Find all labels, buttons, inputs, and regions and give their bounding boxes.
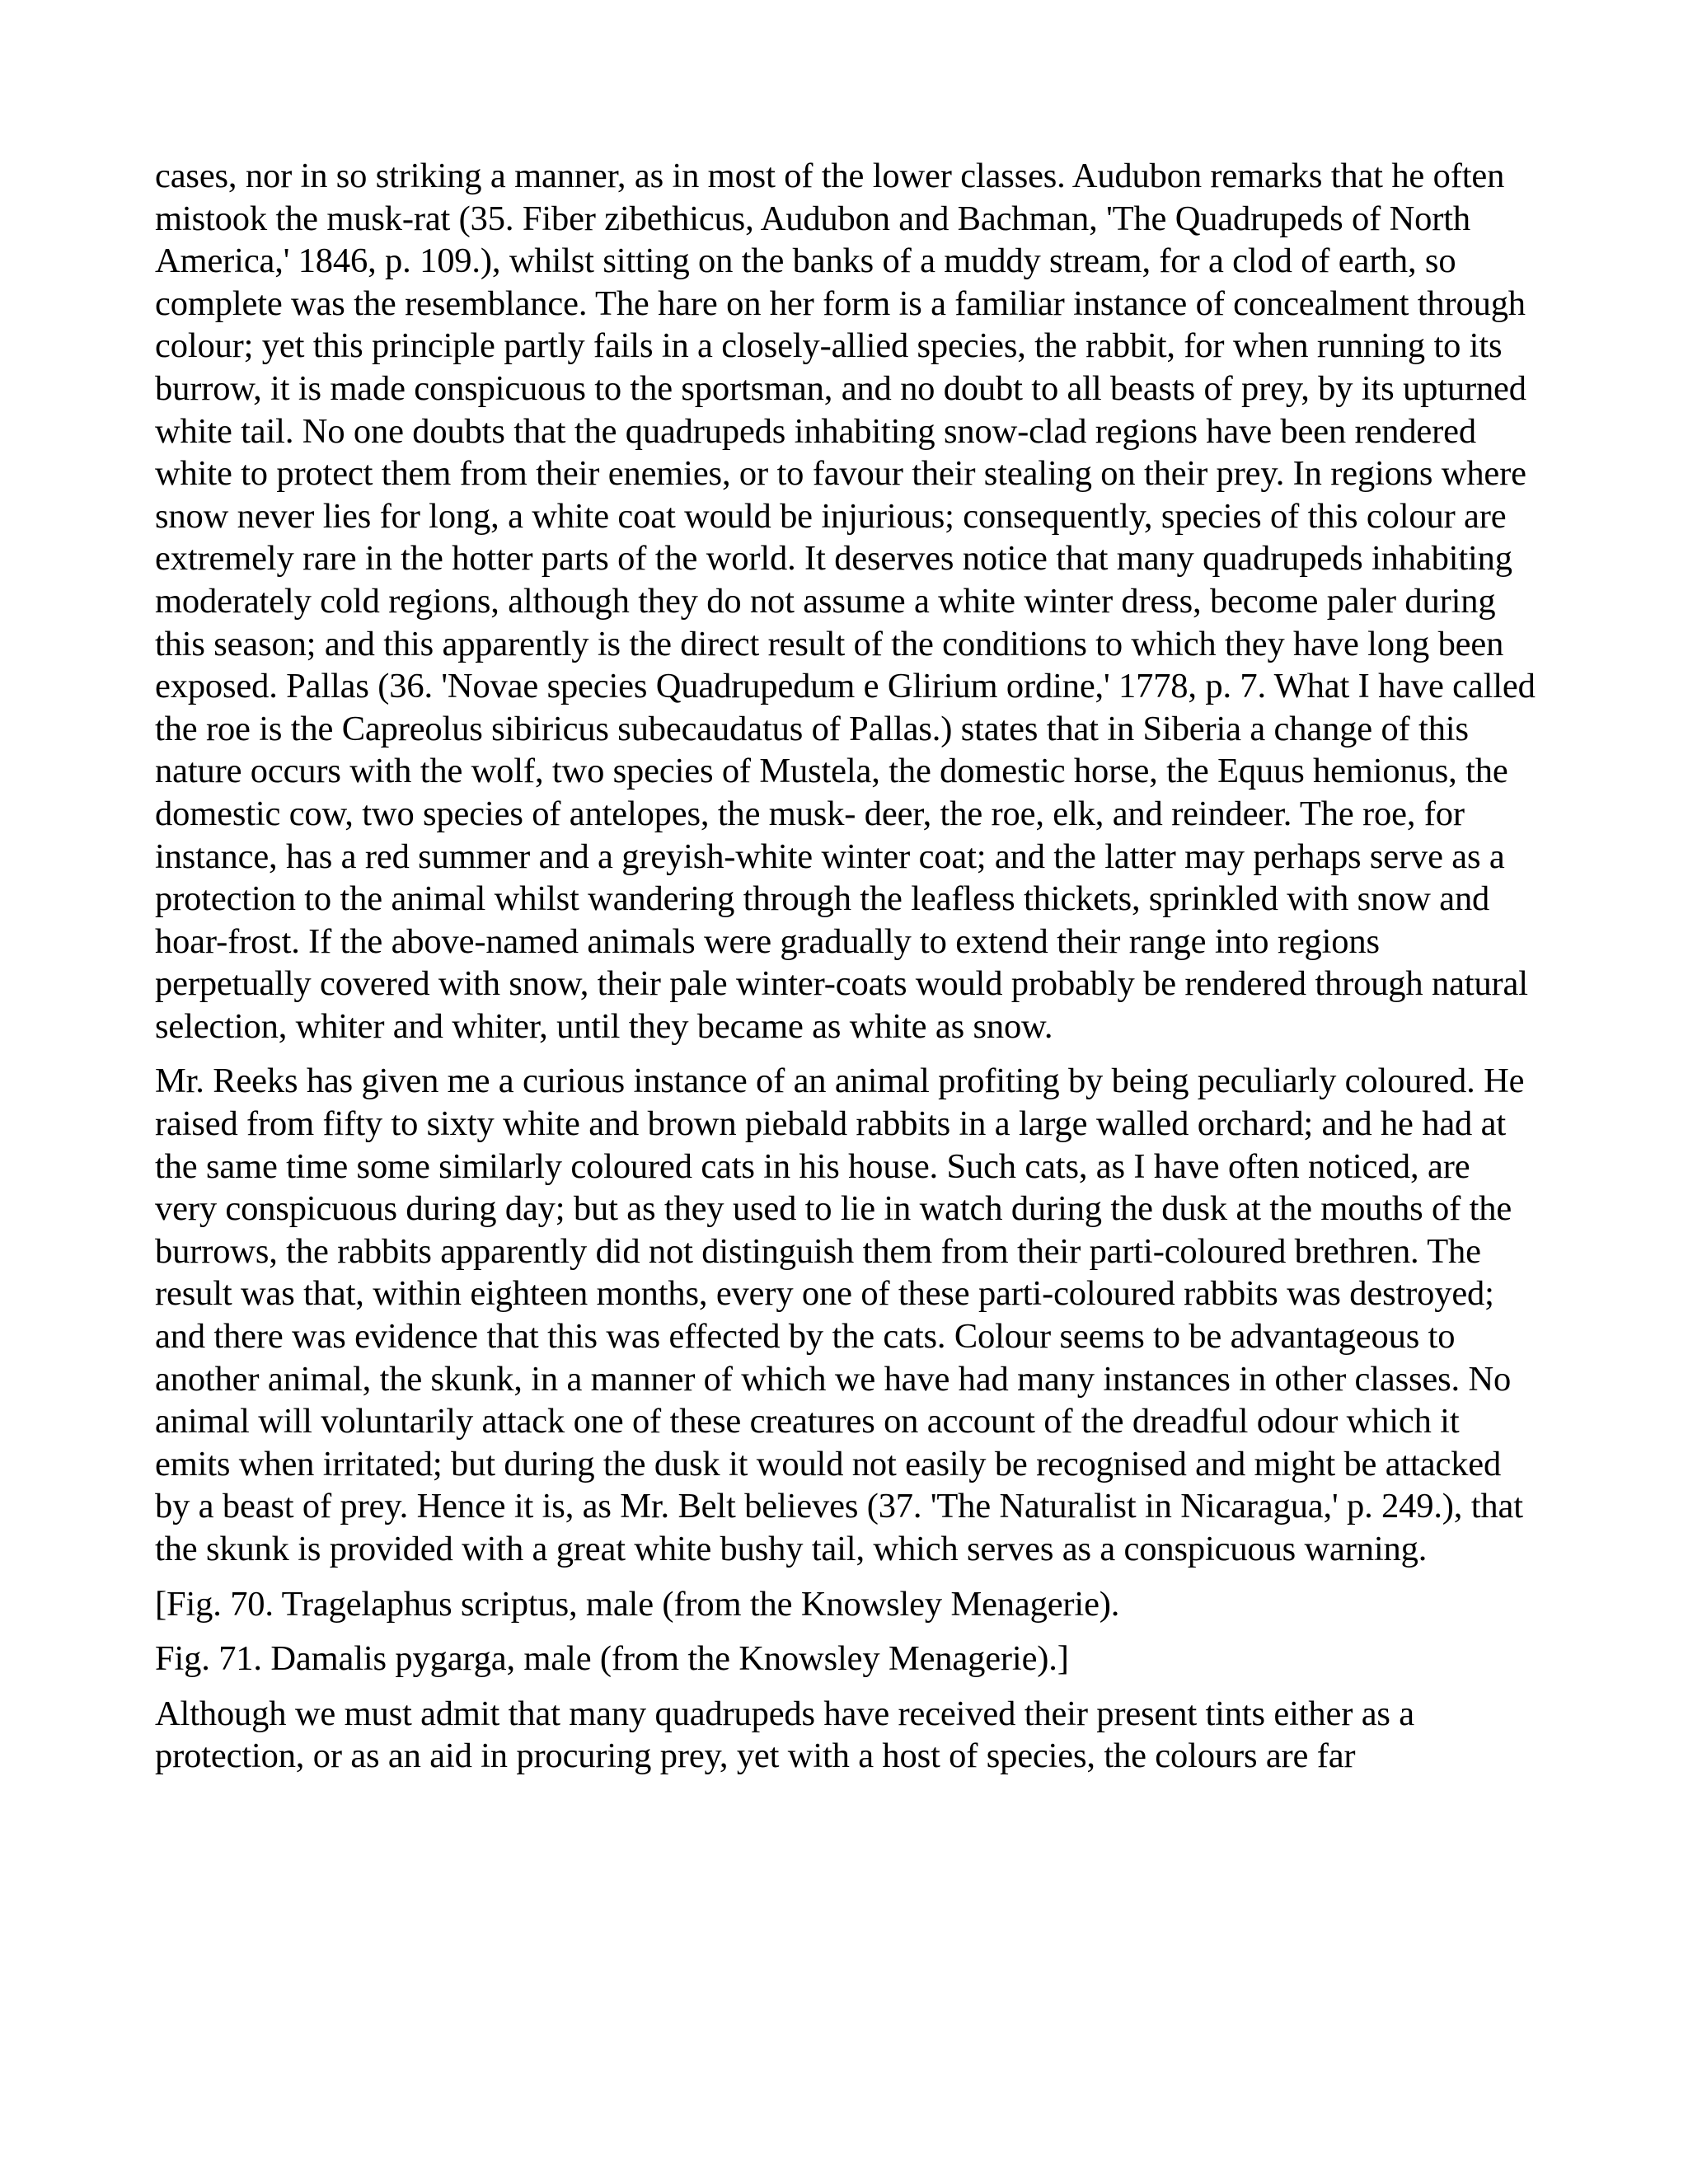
- figure-caption-70: [Fig. 70. Tragelaphus scriptus, male (from the Knowsley Menagerie).: [155, 1584, 1120, 1624]
- paragraph-protection-tints: Although we must admit that many quadrupeds have received their present tints either as a protection, or as an aid in procuring prey, yet with a host of species, the colours are far: [155, 1694, 1415, 1776]
- paragraph-reeks-rabbits: Mr. Reeks has given me a curious instance of an animal profiting by being peculiarly coloured. He raised from fifty to sixty white and brown piebald rabbits in a large walled orchard; and he had at the same time some similarly coloured cats in his house. Such cats, as I have often noticed, are very conspicuous during day; but as they used to lie in watch during the dusk at the mouths of the burrows, the rabbits apparently did not distinguish them from their parti-coloured brethren. The result was that, within eighteen months, every one of these parti-coloured rabbits was destroyed; and there was evidence that this was effected by the cats. Colour seems to be advantageous to another animal, the skunk, in a manner of which we have had many instances in other classes. No animal will voluntarily attack one of these creatures on account of the dreadful odour which it emits when irritated; but during the dusk it would not easily be recognised and might be attacked by a beast of prey. Hence it is, as Mr. Belt believes (37. 'The Naturalist in Nicaragua,' p. 249.), that the skunk is provided with a great white bushy tail, which serves as a conspicuous warning.: [155, 1062, 1525, 1568]
- figure-caption-71: Fig. 71. Damalis pygarga, male (from the Knowsley Menagerie).]: [155, 1639, 1069, 1679]
- paragraph-concealment-colour: cases, nor in so striking a manner, as in most of the lower classes. Audubon remarks that he often mistook the musk-rat (35. Fiber zibethicus, Audubon and Bachman, 'The Quadrupeds of North America,' 1846, p. 109.), whilst sitting on the banks of a muddy stream, for a clod of earth, so complete was the resemblance. The hare on her form is a familiar instance of concealment through colour; yet this principle partly fails in a closely-allied species, the rabbit, for when running to its burrow, it is made conspicuous to the sportsman, and no doubt to all beasts of prey, by its upturned white tail. No one doubts that the quadrupeds inhabiting snow-clad regions have been rendered white to protect them from their enemies, or to favour their stealing on their prey. In regions where snow never lies for long, a white coat would be injurious; consequently, species of this colour are extremely rare in the hotter parts of the world. It deserves notice that many quadrupeds inhabiting moderately cold regions, although they do not assume a white winter dress, become paler during this season; and this apparently is the direct result of the conditions to which they have long been exposed. Pallas (36. 'Novae species Quadrupedum e Glirium ordine,' 1778, p. 7. What I have called the roe is the Capreolus sibiricus subecaudatus of Pallas.) states that in Siberia a change of this nature occurs with the wolf, two species of Mustela, the domestic horse, the Equus hemionus, the domestic cow, two species of antelopes, the musk- deer, the roe, elk, and reindeer. The roe, for instance, has a red summer and a greyish-white winter coat; and the latter may perhaps serve as a protection to the animal whilst wandering through the leafless thickets, sprinkled with snow and hoar-frost. If the above-named animals were gradually to extend their range into regions perpetually covered with snow, their pale winter-coats would probably be rendered through natural selection, whiter and whiter, until they became as white as snow.: [155, 157, 1536, 1046]
- document-page: [155, 155, 1540, 1790]
